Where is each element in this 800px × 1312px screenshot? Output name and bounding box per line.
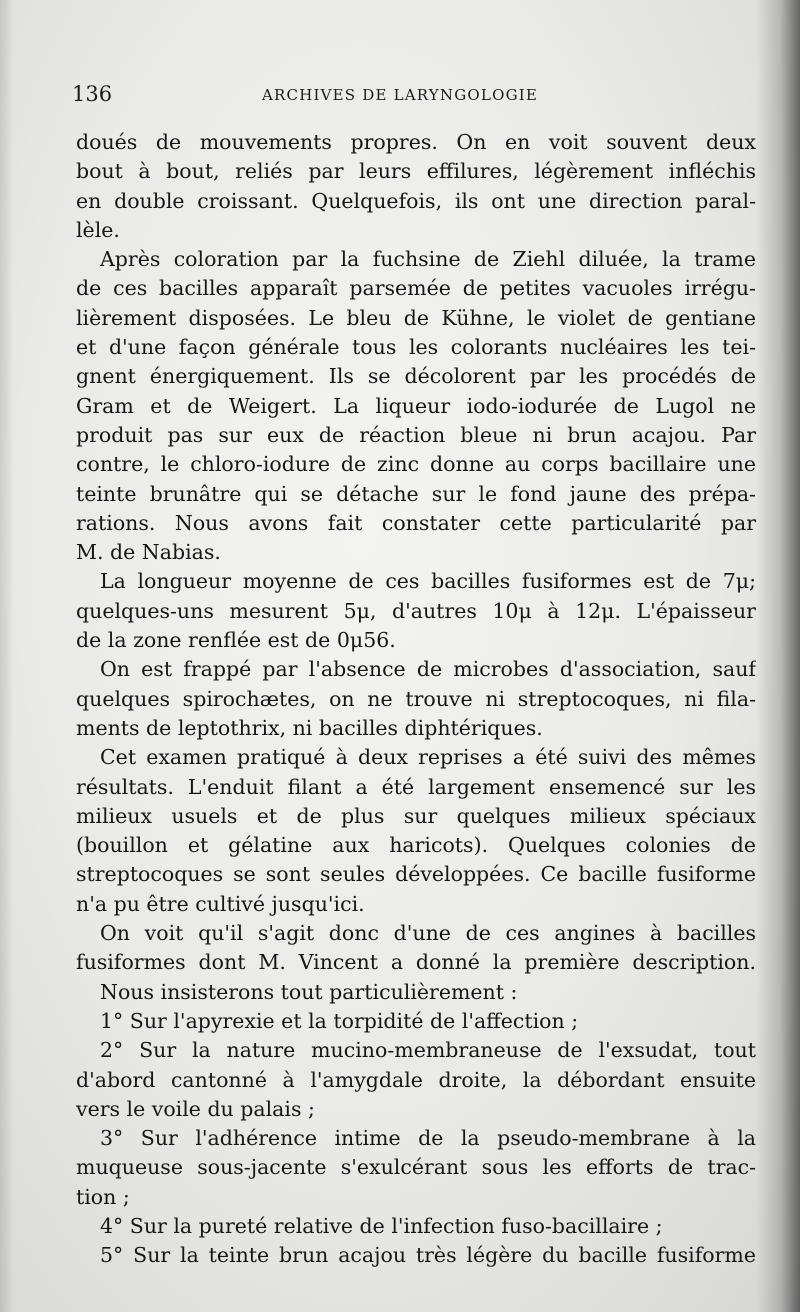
page-number: 136 — [72, 82, 113, 106]
text-line: fusiformes dont M. Vincent a donné la première description. — [76, 950, 756, 975]
text-line: quelques-uns mesurent 5μ, d'autres 10μ à 12μ. L'épaisseur — [76, 598, 756, 623]
page-edge-shadow — [756, 0, 800, 1312]
text-line: teinte brunâtre qui se détache sur le fond jaune des prépa- — [76, 481, 756, 506]
text-line: On est frappé par l'absence de microbes d'association, sauf — [100, 657, 756, 682]
text-line: produit pas sur eux de réaction bleue ni brun acajou. Par — [76, 422, 756, 447]
text-line: rations. Nous avons fait constater cette particularité par — [76, 510, 756, 535]
text-line: Après coloration par la fuchsine de Ziehl diluée, la trame — [100, 247, 756, 272]
running-title: ARCHIVES DE LARYNGOLOGIE — [262, 86, 539, 104]
text-line: lièrement disposées. Le bleu de Kühne, le violet de gentiane — [76, 305, 756, 330]
text-line: La longueur moyenne de ces bacilles fusiformes est de 7μ; — [100, 569, 756, 594]
text-line: de ces bacilles apparaît parsemée de petites vacuoles irrégu- — [76, 276, 756, 301]
text-line: M. de Nabias. — [76, 540, 221, 565]
text-line: muqueuse sous-jacente s'exulcérant sous les efforts de trac- — [76, 1155, 756, 1180]
text-line: On voit qu'il s'agit donc d'une de ces angines à bacilles — [100, 921, 756, 946]
page-header — [72, 82, 762, 112]
text-line: d'abord cantonné à l'amygdale droite, la débordant ensuite — [76, 1067, 756, 1092]
text-line: lèle. — [76, 217, 120, 242]
text-line: 5° Sur la teinte brun acajou très légère du bacille fusiforme — [100, 1243, 756, 1268]
text-line: n'a pu être cultivé jusqu'ici. — [76, 891, 365, 916]
text-line: 1° Sur l'apyrexie et la torpidité de l'affection ; — [100, 1008, 579, 1033]
text-line: vers le voile du palais ; — [76, 1096, 315, 1121]
text-line: bout à bout, reliés par leurs effilures, légèrement infléchis — [76, 159, 756, 184]
text-line: Gram et de Weigert. La liqueur iodo-iodurée de Lugol ne — [76, 393, 756, 418]
text-line: résultats. L'enduit filant a été largement ensemencé sur les — [76, 774, 756, 799]
text-line: 4° Sur la pureté relative de l'infection fuso-bacillaire ; — [100, 1213, 663, 1238]
text-line: de la zone renflée est de 0μ56. — [76, 628, 396, 653]
text-line: 3° Sur l'adhérence intime de la pseudo-membrane à la — [100, 1126, 756, 1151]
text-line: streptocoques se sont seules développées. Ce bacille fusiforme — [76, 862, 756, 887]
text-line: gnent énergiquement. Ils se décolorent par les procédés de — [76, 364, 756, 389]
text-line: doués de mouvements propres. On en voit souvent deux — [76, 130, 756, 154]
page-gutter-shadow — [0, 0, 14, 1312]
body-text — [76, 128, 756, 1271]
text-line: tion ; — [76, 1184, 130, 1209]
text-line: 2° Sur la nature mucino-membraneuse de l'exsudat, tout — [100, 1038, 756, 1063]
text-line: quelques spirochætes, on ne trouve ni streptocoques, ni fila- — [76, 686, 756, 711]
text-line: milieux usuels et de plus sur quelques milieux spéciaux — [76, 803, 756, 828]
text-line: ments de leptothrix, ni bacilles diphtériques. — [76, 715, 543, 740]
text-line: (bouillon et gélatine aux haricots). Quelques colonies de — [76, 833, 756, 858]
text-line: Nous insisterons tout particulièrement : — [100, 979, 518, 1004]
text-line: en double croissant. Quelquefois, ils ont une direction paral- — [76, 188, 756, 213]
text-line: contre, le chloro-iodure de zinc donne au corps bacillaire une — [76, 452, 756, 477]
text-line: Cet examen pratiqué à deux reprises a été suivi des mêmes — [100, 745, 756, 770]
text-line: et d'une façon générale tous les colorants nucléaires les tei- — [76, 335, 756, 360]
